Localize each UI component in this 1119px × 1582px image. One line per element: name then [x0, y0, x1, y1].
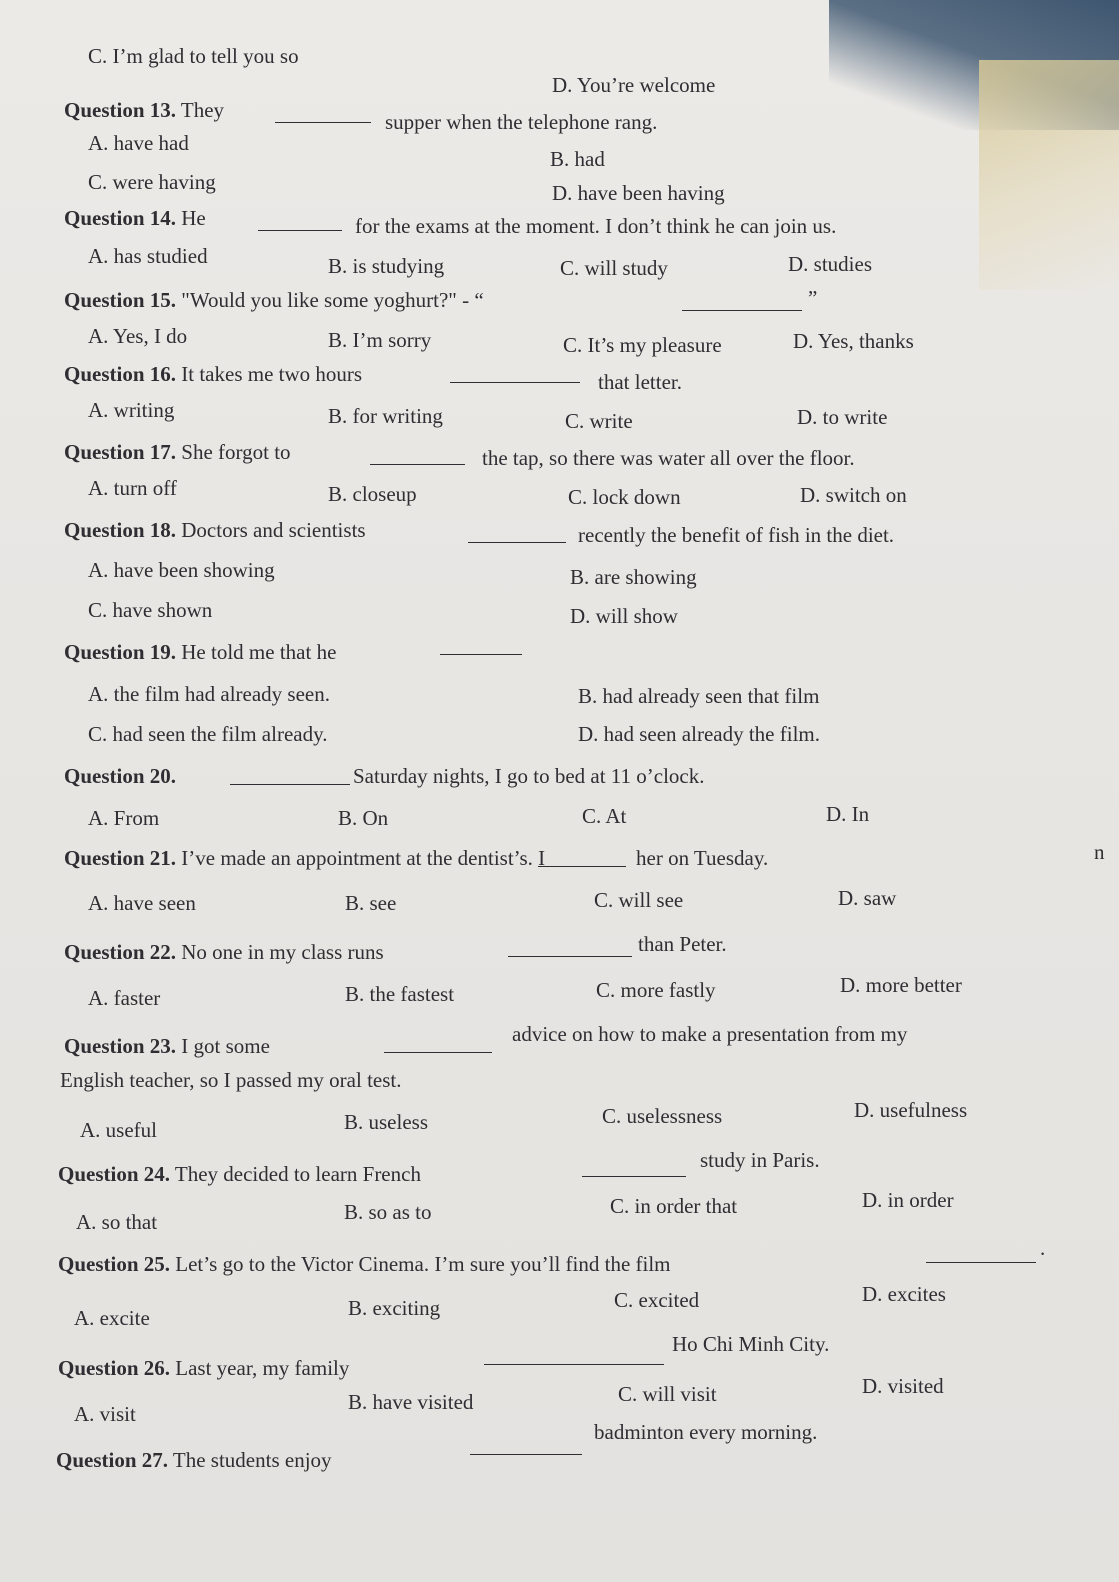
option-19-c: C. had seen the film already. [88, 722, 328, 746]
question-23-continuation: English teacher, so I passed my oral test. [60, 1068, 402, 1092]
option-20-d: D. In [826, 802, 870, 826]
option-16-c: C. write [565, 409, 633, 433]
option-19-b: B. had already seen that film [578, 684, 820, 708]
option-14-c: C. will study [560, 256, 668, 280]
option-18-b: B. are showing [570, 565, 697, 589]
question-26-blank [484, 1346, 664, 1370]
option-21-c: C. will see [594, 888, 684, 912]
question-24-after: study in Paris. [700, 1148, 820, 1172]
question-15: Question 15. "Would you like some yoghurt?" - “ [64, 288, 484, 312]
option-20-b: B. On [338, 806, 389, 830]
option-14-a: A. has studied [88, 244, 208, 268]
question-27-blank [470, 1436, 582, 1460]
option-26-d: D. visited [862, 1374, 944, 1398]
question-26-after: Ho Chi Minh City. [672, 1332, 830, 1356]
option-16-a: A. writing [88, 398, 175, 422]
option-13-d: D. have been having [552, 181, 725, 205]
option-26-c: C. will visit [618, 1382, 717, 1406]
option-24-d: D. in order [862, 1188, 954, 1212]
option-24-a: A. so that [76, 1210, 158, 1234]
question-18-after: recently the benefit of fish in the diet. [578, 523, 895, 547]
question-23-blank [384, 1034, 492, 1058]
question-14-after: for the exams at the moment. I don’t think he can join us. [355, 214, 837, 238]
question-15-blank [682, 292, 802, 316]
option-15-c: C. It’s my pleasure [563, 333, 722, 357]
question-20-blank [230, 766, 350, 790]
question-13-after: supper when the telephone rang. [385, 110, 658, 134]
question-22-after: than Peter. [638, 932, 727, 956]
prev-option-d: D. You’re welcome [552, 73, 716, 97]
option-19-d: D. had seen already the film. [578, 722, 820, 746]
option-16-d: D. to write [797, 405, 888, 429]
question-24-blank [582, 1158, 686, 1182]
option-13-b: B. had [550, 147, 605, 171]
option-14-b: B. is studying [328, 254, 445, 278]
option-26-b: B. have visited [348, 1390, 474, 1414]
question-22: Question 22. No one in my class runs [64, 940, 384, 964]
question-18: Question 18. Doctors and scientists [64, 518, 366, 542]
question-17: Question 17. She forgot to [64, 440, 291, 464]
option-15-d: D. Yes, thanks [793, 329, 914, 353]
question-21-after: her on Tuesday. [636, 846, 769, 870]
option-24-b: B. so as to [344, 1200, 432, 1224]
option-13-a: A. have had [88, 131, 189, 155]
question-24: Question 24. They decided to learn French [58, 1162, 421, 1186]
question-22-blank [508, 938, 632, 962]
option-22-a: A. faster [88, 986, 161, 1010]
question-16: Question 16. It takes me two hours [64, 362, 363, 386]
question-27-after: badminton every morning. [594, 1420, 818, 1444]
question-25-blank [926, 1244, 1036, 1268]
option-24-c: C. in order that [610, 1194, 738, 1218]
option-25-d: D. excites [862, 1282, 946, 1306]
option-19-a: A. the film had already seen. [88, 682, 330, 706]
question-23: Question 23. I got some [64, 1034, 270, 1058]
question-17-blank [370, 446, 465, 470]
option-25-b: B. exciting [348, 1296, 441, 1320]
option-23-b: B. useless [344, 1110, 428, 1134]
option-22-b: B. the fastest [345, 982, 455, 1006]
option-14-d: D. studies [788, 252, 872, 276]
option-15-a: A. Yes, I do [88, 324, 188, 348]
question-18-blank [468, 524, 566, 548]
option-20-a: A. From [88, 806, 160, 830]
question-21: Question 21. I’ve made an appointment at the dentist’s. I [64, 846, 546, 870]
option-21-b: B. see [345, 891, 397, 915]
question-25-after: . [1040, 1236, 1046, 1260]
option-20-c: C. At [582, 804, 627, 828]
option-13-c: C. were having [88, 170, 216, 194]
question-23-after: advice on how to make a presentation from my [512, 1022, 908, 1046]
option-16-b: B. for writing [328, 404, 443, 428]
question-25: Question 25. Let’s go to the Victor Cinema. I’m sure you’ll find the film [58, 1252, 671, 1276]
option-21-a: A. have seen [88, 891, 196, 915]
edge-fragment: n [1094, 840, 1105, 864]
option-26-a: A. visit [74, 1402, 136, 1426]
option-23-d: D. usefulness [854, 1098, 968, 1122]
option-18-c: C. have shown [88, 598, 213, 622]
option-17-d: D. switch on [800, 483, 907, 507]
option-18-d: D. will show [570, 604, 678, 628]
question-15-after: ” [808, 286, 818, 310]
option-21-d: D. saw [838, 886, 897, 910]
question-27: Question 27. The students enjoy [56, 1448, 332, 1472]
question-13-blank [275, 104, 371, 128]
question-19-blank [440, 636, 522, 660]
question-20: Question 20. [64, 764, 177, 788]
option-22-d: D. more better [840, 973, 962, 997]
question-26: Question 26. Last year, my family [58, 1356, 350, 1380]
option-17-a: A. turn off [88, 476, 177, 500]
option-17-b: B. closeup [328, 482, 417, 506]
option-23-a: A. useful [80, 1118, 157, 1142]
question-14-blank [258, 212, 342, 236]
option-18-a: A. have been showing [88, 558, 275, 582]
option-17-c: C. lock down [568, 485, 681, 509]
option-22-c: C. more fastly [596, 978, 716, 1002]
background-folder [979, 60, 1119, 290]
question-16-blank [450, 364, 580, 388]
option-25-a: A. excite [74, 1306, 150, 1330]
option-15-b: B. I’m sorry [328, 328, 432, 352]
question-21-blank [538, 848, 626, 872]
question-16-after: that letter. [598, 370, 682, 394]
question-17-after: the tap, so there was water all over the floor. [482, 446, 855, 470]
option-23-c: C. uselessness [602, 1104, 723, 1128]
option-25-c: C. excited [614, 1288, 700, 1312]
question-19: Question 19. He told me that he [64, 640, 337, 664]
question-13: Question 13. They [64, 98, 225, 122]
question-14: Question 14. He [64, 206, 206, 230]
question-20-after: Saturday nights, I go to bed at 11 o’clock. [353, 764, 705, 788]
prev-option-c: C. I’m glad to tell you so [88, 44, 299, 68]
